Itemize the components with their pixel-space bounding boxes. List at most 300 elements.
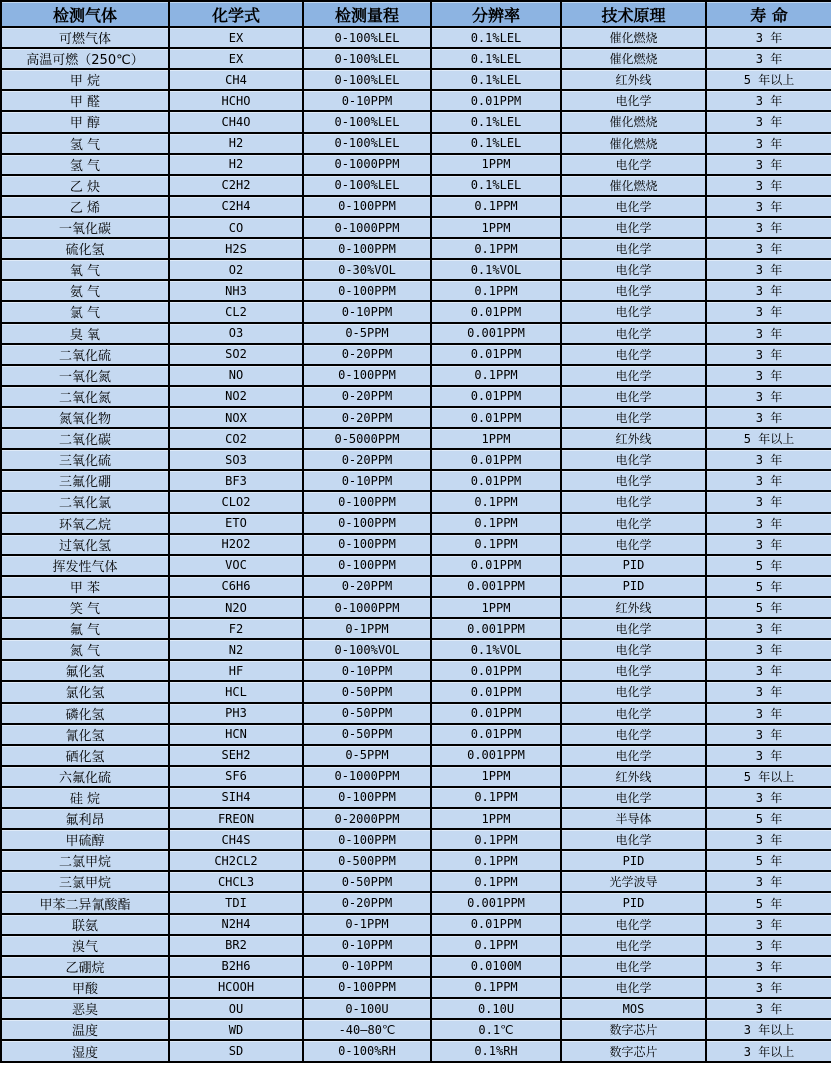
cell-range: 0-100%RH	[303, 1040, 431, 1062]
cell-resolution: 0.01PPM	[431, 914, 561, 935]
cell-principle: 催化燃烧	[561, 48, 706, 69]
cell-gas: 三氟化硼	[1, 470, 169, 491]
cell-formula: SEH2	[169, 745, 303, 766]
cell-resolution: 0.10U	[431, 998, 561, 1019]
cell-gas: 氮氧化物	[1, 407, 169, 428]
cell-principle: 红外线	[561, 69, 706, 90]
cell-lifespan: 3 年	[706, 217, 831, 238]
table-row	[1, 871, 831, 892]
cell-lifespan: 3 年	[706, 365, 831, 386]
cell-lifespan: 3 年	[706, 639, 831, 660]
cell-formula: NO2	[169, 386, 303, 407]
table-row	[1, 850, 831, 871]
cell-resolution: 0.1%LEL	[431, 175, 561, 196]
table-row	[1, 154, 831, 175]
cell-resolution: 0.01PPM	[431, 681, 561, 702]
table-row	[1, 196, 831, 217]
table-row	[1, 513, 831, 534]
cell-lifespan: 3 年	[706, 914, 831, 935]
cell-formula: BR2	[169, 935, 303, 956]
cell-lifespan: 5 年以上	[706, 69, 831, 90]
cell-principle: 电化学	[561, 724, 706, 745]
header-cell-resolution: 分辨率	[431, 1, 561, 27]
table-row	[1, 133, 831, 154]
cell-gas: 氢 气	[1, 154, 169, 175]
cell-formula: H2O2	[169, 534, 303, 555]
cell-gas: 氧 气	[1, 259, 169, 280]
cell-formula: CO	[169, 217, 303, 238]
table-row	[1, 344, 831, 365]
cell-gas: 一氧化碳	[1, 217, 169, 238]
cell-gas: 过氧化氢	[1, 534, 169, 555]
table-row	[1, 259, 831, 280]
cell-lifespan: 3 年	[706, 280, 831, 301]
cell-range: 0-100PPM	[303, 787, 431, 808]
cell-principle: 电化学	[561, 935, 706, 956]
cell-range: 0-10PPM	[303, 935, 431, 956]
table-row	[1, 90, 831, 111]
cell-lifespan: 3 年	[706, 829, 831, 850]
cell-resolution: 0.001PPM	[431, 745, 561, 766]
cell-range: 0-30%VOL	[303, 259, 431, 280]
cell-gas: 甲 烷	[1, 69, 169, 90]
cell-lifespan: 3 年	[706, 238, 831, 259]
cell-principle: 电化学	[561, 534, 706, 555]
cell-principle: 电化学	[561, 344, 706, 365]
cell-range: 0-20PPM	[303, 344, 431, 365]
cell-formula: CL2	[169, 301, 303, 322]
cell-formula: EX	[169, 48, 303, 69]
table-row	[1, 301, 831, 322]
cell-principle: 电化学	[561, 259, 706, 280]
cell-formula: SD	[169, 1040, 303, 1062]
header-cell-lifespan: 寿 命	[706, 1, 831, 27]
cell-principle: 电化学	[561, 280, 706, 301]
cell-formula: O2	[169, 259, 303, 280]
cell-gas: 溴气	[1, 935, 169, 956]
cell-lifespan: 3 年	[706, 871, 831, 892]
table-row	[1, 829, 831, 850]
cell-resolution: 0.001PPM	[431, 323, 561, 344]
table-row	[1, 407, 831, 428]
cell-resolution: 0.1%LEL	[431, 69, 561, 90]
cell-range: 0-50PPM	[303, 681, 431, 702]
cell-resolution: 0.1%LEL	[431, 27, 561, 48]
cell-resolution: 0.01PPM	[431, 301, 561, 322]
cell-lifespan: 3 年	[706, 301, 831, 322]
cell-lifespan: 5 年以上	[706, 766, 831, 787]
cell-range: 0-20PPM	[303, 407, 431, 428]
cell-principle: 红外线	[561, 766, 706, 787]
cell-formula: F2	[169, 618, 303, 639]
cell-formula: SO2	[169, 344, 303, 365]
table-row	[1, 914, 831, 935]
cell-gas: 乙 烯	[1, 196, 169, 217]
cell-range: 0-20PPM	[303, 449, 431, 470]
cell-formula: CH4	[169, 69, 303, 90]
cell-gas: 二氧化碳	[1, 428, 169, 449]
table-row	[1, 1040, 831, 1062]
cell-lifespan: 3 年	[706, 998, 831, 1019]
cell-resolution: 0.01PPM	[431, 660, 561, 681]
cell-formula: HF	[169, 660, 303, 681]
table-row	[1, 1019, 831, 1040]
cell-gas: 磷化氢	[1, 703, 169, 724]
cell-resolution: 0.01PPM	[431, 449, 561, 470]
cell-principle: 电化学	[561, 90, 706, 111]
cell-formula: N2	[169, 639, 303, 660]
cell-principle: 电化学	[561, 977, 706, 998]
cell-range: 0-1000PPM	[303, 597, 431, 618]
cell-resolution: 1PPM	[431, 154, 561, 175]
cell-principle: 电化学	[561, 407, 706, 428]
cell-range: 0-1PPM	[303, 914, 431, 935]
cell-lifespan: 3 年	[706, 48, 831, 69]
cell-principle: 电化学	[561, 365, 706, 386]
cell-range: 0-5000PPM	[303, 428, 431, 449]
cell-formula: O3	[169, 323, 303, 344]
cell-resolution: 1PPM	[431, 808, 561, 829]
cell-range: 0-100U	[303, 998, 431, 1019]
cell-principle: 电化学	[561, 154, 706, 175]
table-header-row	[1, 1, 831, 27]
table-row	[1, 386, 831, 407]
cell-principle: 电化学	[561, 660, 706, 681]
cell-gas: 甲酸	[1, 977, 169, 998]
cell-resolution: 0.1PPM	[431, 935, 561, 956]
cell-formula: CLO2	[169, 491, 303, 512]
cell-resolution: 0.001PPM	[431, 892, 561, 913]
cell-lifespan: 3 年	[706, 386, 831, 407]
cell-principle: 电化学	[561, 386, 706, 407]
table-row	[1, 69, 831, 90]
cell-gas: 乙 炔	[1, 175, 169, 196]
cell-gas: 甲硫醇	[1, 829, 169, 850]
cell-gas: 挥发性气体	[1, 555, 169, 576]
cell-resolution: 1PPM	[431, 217, 561, 238]
cell-gas: 二氯甲烷	[1, 850, 169, 871]
cell-principle: 催化燃烧	[561, 133, 706, 154]
cell-range: 0-1000PPM	[303, 154, 431, 175]
cell-principle: 电化学	[561, 639, 706, 660]
cell-principle: 电化学	[561, 301, 706, 322]
cell-lifespan: 3 年	[706, 259, 831, 280]
cell-range: 0-50PPM	[303, 724, 431, 745]
cell-principle: PID	[561, 576, 706, 597]
cell-formula: NOX	[169, 407, 303, 428]
cell-principle: 半导体	[561, 808, 706, 829]
header-cell-gas: 检测气体	[1, 1, 169, 27]
cell-principle: 红外线	[561, 597, 706, 618]
cell-gas: 联氨	[1, 914, 169, 935]
cell-gas: 高温可燃（250℃）	[1, 48, 169, 69]
cell-principle: PID	[561, 555, 706, 576]
cell-resolution: 0.1PPM	[431, 850, 561, 871]
cell-range: 0-10PPM	[303, 956, 431, 977]
table-row	[1, 639, 831, 660]
cell-range: 0-100PPM	[303, 555, 431, 576]
cell-formula: HCN	[169, 724, 303, 745]
cell-resolution: 0.1PPM	[431, 491, 561, 512]
cell-formula: HCL	[169, 681, 303, 702]
cell-range: 0-20PPM	[303, 386, 431, 407]
cell-resolution: 0.1%LEL	[431, 48, 561, 69]
cell-principle: 电化学	[561, 217, 706, 238]
cell-lifespan: 3 年	[706, 111, 831, 132]
cell-range: 0-50PPM	[303, 703, 431, 724]
cell-range: 0-2000PPM	[303, 808, 431, 829]
cell-resolution: 0.1%RH	[431, 1040, 561, 1062]
cell-gas: 甲 苯	[1, 576, 169, 597]
cell-formula: EX	[169, 27, 303, 48]
cell-range: 0-1000PPM	[303, 766, 431, 787]
cell-resolution: 0.01PPM	[431, 724, 561, 745]
cell-formula: SF6	[169, 766, 303, 787]
cell-range: 0-5PPM	[303, 323, 431, 344]
cell-principle: 电化学	[561, 196, 706, 217]
cell-formula: SO3	[169, 449, 303, 470]
cell-range: 0-100%LEL	[303, 69, 431, 90]
cell-range: 0-100%LEL	[303, 111, 431, 132]
cell-lifespan: 3 年	[706, 27, 831, 48]
cell-lifespan: 3 年	[706, 534, 831, 555]
cell-resolution: 0.1PPM	[431, 534, 561, 555]
table-row	[1, 892, 831, 913]
table-row	[1, 280, 831, 301]
cell-principle: 电化学	[561, 513, 706, 534]
cell-gas: 氰化氢	[1, 724, 169, 745]
table-row	[1, 766, 831, 787]
cell-range: 0-100PPM	[303, 238, 431, 259]
cell-lifespan: 3 年以上	[706, 1040, 831, 1062]
cell-gas: 氯 气	[1, 301, 169, 322]
cell-gas: 氯化氢	[1, 681, 169, 702]
cell-lifespan: 3 年	[706, 449, 831, 470]
cell-lifespan: 3 年	[706, 470, 831, 491]
cell-formula: B2H6	[169, 956, 303, 977]
cell-principle: 光学波导	[561, 871, 706, 892]
cell-gas: 氨 气	[1, 280, 169, 301]
cell-lifespan: 3 年	[706, 323, 831, 344]
cell-range: 0-10PPM	[303, 660, 431, 681]
cell-gas: 三氧化硫	[1, 449, 169, 470]
cell-principle: 电化学	[561, 681, 706, 702]
table-row	[1, 428, 831, 449]
cell-principle: 红外线	[561, 428, 706, 449]
table-row	[1, 217, 831, 238]
cell-lifespan: 3 年	[706, 133, 831, 154]
cell-lifespan: 3 年	[706, 154, 831, 175]
table-row	[1, 555, 831, 576]
cell-gas: 硅 烷	[1, 787, 169, 808]
cell-formula: C6H6	[169, 576, 303, 597]
header-cell-formula: 化学式	[169, 1, 303, 27]
cell-principle: 电化学	[561, 491, 706, 512]
cell-lifespan: 3 年	[706, 618, 831, 639]
cell-resolution: 0.01PPM	[431, 344, 561, 365]
cell-resolution: 0.1PPM	[431, 829, 561, 850]
cell-range: 0-50PPM	[303, 871, 431, 892]
cell-range: 0-500PPM	[303, 850, 431, 871]
cell-principle: 电化学	[561, 829, 706, 850]
cell-principle: 电化学	[561, 956, 706, 977]
table-row	[1, 808, 831, 829]
cell-resolution: 1PPM	[431, 597, 561, 618]
cell-principle: PID	[561, 892, 706, 913]
cell-formula: CH4S	[169, 829, 303, 850]
cell-lifespan: 3 年	[706, 175, 831, 196]
cell-formula: TDI	[169, 892, 303, 913]
cell-range: 0-20PPM	[303, 576, 431, 597]
cell-lifespan: 5 年	[706, 597, 831, 618]
table-row	[1, 175, 831, 196]
cell-range: 0-100%VOL	[303, 639, 431, 660]
cell-lifespan: 3 年	[706, 407, 831, 428]
cell-resolution: 0.1PPM	[431, 238, 561, 259]
cell-lifespan: 5 年	[706, 808, 831, 829]
cell-resolution: 0.0100M	[431, 956, 561, 977]
table-row	[1, 618, 831, 639]
table-row	[1, 470, 831, 491]
cell-resolution: 0.1℃	[431, 1019, 561, 1040]
table-row	[1, 576, 831, 597]
header-cell-range: 检测量程	[303, 1, 431, 27]
cell-principle: 数字芯片	[561, 1040, 706, 1062]
table-row	[1, 365, 831, 386]
cell-principle: 电化学	[561, 238, 706, 259]
cell-formula: C2H2	[169, 175, 303, 196]
cell-gas: 硫化氢	[1, 238, 169, 259]
cell-formula: HCOOH	[169, 977, 303, 998]
cell-formula: NO	[169, 365, 303, 386]
cell-lifespan: 3 年	[706, 977, 831, 998]
cell-lifespan: 3 年	[706, 703, 831, 724]
cell-lifespan: 3 年	[706, 196, 831, 217]
cell-range: 0-10PPM	[303, 470, 431, 491]
cell-resolution: 0.1%VOL	[431, 259, 561, 280]
cell-resolution: 0.001PPM	[431, 576, 561, 597]
cell-lifespan: 5 年	[706, 576, 831, 597]
cell-formula: NH3	[169, 280, 303, 301]
cell-principle: 电化学	[561, 323, 706, 344]
table-row	[1, 745, 831, 766]
cell-gas: 氢 气	[1, 133, 169, 154]
table-row	[1, 323, 831, 344]
cell-resolution: 0.1%LEL	[431, 133, 561, 154]
table-body	[1, 27, 831, 1062]
cell-range: 0-100%LEL	[303, 133, 431, 154]
cell-principle: 催化燃烧	[561, 27, 706, 48]
cell-lifespan: 3 年以上	[706, 1019, 831, 1040]
cell-range: -40—80℃	[303, 1019, 431, 1040]
cell-formula: BF3	[169, 470, 303, 491]
cell-principle: 电化学	[561, 787, 706, 808]
cell-formula: H2	[169, 133, 303, 154]
cell-gas: 氮 气	[1, 639, 169, 660]
cell-principle: PID	[561, 850, 706, 871]
cell-resolution: 1PPM	[431, 766, 561, 787]
cell-gas: 环氧乙烷	[1, 513, 169, 534]
table-row	[1, 681, 831, 702]
cell-lifespan: 3 年	[706, 745, 831, 766]
cell-range: 0-10PPM	[303, 301, 431, 322]
cell-gas: 恶臭	[1, 998, 169, 1019]
cell-formula: PH3	[169, 703, 303, 724]
cell-gas: 笑 气	[1, 597, 169, 618]
table-row	[1, 27, 831, 48]
cell-principle: 数字芯片	[561, 1019, 706, 1040]
cell-formula: N2H4	[169, 914, 303, 935]
cell-resolution: 0.1PPM	[431, 787, 561, 808]
cell-resolution: 0.1PPM	[431, 365, 561, 386]
cell-formula: VOC	[169, 555, 303, 576]
cell-gas: 六氟化硫	[1, 766, 169, 787]
table-row	[1, 703, 831, 724]
cell-resolution: 0.01PPM	[431, 386, 561, 407]
cell-range: 0-5PPM	[303, 745, 431, 766]
cell-formula: HCHO	[169, 90, 303, 111]
cell-formula: WD	[169, 1019, 303, 1040]
cell-gas: 氟 气	[1, 618, 169, 639]
cell-range: 0-100PPM	[303, 280, 431, 301]
cell-gas: 甲苯二异氰酸酯	[1, 892, 169, 913]
cell-formula: CH4O	[169, 111, 303, 132]
cell-range: 0-100PPM	[303, 491, 431, 512]
cell-gas: 二氧化氯	[1, 491, 169, 512]
cell-principle: 电化学	[561, 470, 706, 491]
cell-resolution: 0.1PPM	[431, 513, 561, 534]
table-row	[1, 449, 831, 470]
cell-formula: SIH4	[169, 787, 303, 808]
cell-lifespan: 5 年	[706, 850, 831, 871]
table-row	[1, 977, 831, 998]
cell-gas: 二氧化硫	[1, 344, 169, 365]
cell-range: 0-20PPM	[303, 892, 431, 913]
table-row	[1, 534, 831, 555]
cell-principle: 催化燃烧	[561, 111, 706, 132]
cell-resolution: 0.001PPM	[431, 618, 561, 639]
table-row	[1, 111, 831, 132]
cell-lifespan: 5 年	[706, 555, 831, 576]
cell-gas: 乙硼烷	[1, 956, 169, 977]
cell-gas: 氟化氢	[1, 660, 169, 681]
cell-resolution: 0.1PPM	[431, 977, 561, 998]
cell-principle: 电化学	[561, 745, 706, 766]
cell-formula: N2O	[169, 597, 303, 618]
table-row	[1, 787, 831, 808]
cell-lifespan: 3 年	[706, 513, 831, 534]
cell-resolution: 0.1PPM	[431, 196, 561, 217]
cell-gas: 氟利昂	[1, 808, 169, 829]
cell-resolution: 0.1%LEL	[431, 111, 561, 132]
cell-range: 0-10PPM	[303, 90, 431, 111]
table-row	[1, 48, 831, 69]
cell-lifespan: 3 年	[706, 724, 831, 745]
cell-formula: CH2CL2	[169, 850, 303, 871]
header-cell-principle: 技术原理	[561, 1, 706, 27]
cell-range: 0-100%LEL	[303, 48, 431, 69]
cell-gas: 甲 醇	[1, 111, 169, 132]
cell-resolution: 0.01PPM	[431, 703, 561, 724]
cell-gas: 硒化氢	[1, 745, 169, 766]
cell-principle: 电化学	[561, 914, 706, 935]
cell-principle: 催化燃烧	[561, 175, 706, 196]
cell-lifespan: 5 年以上	[706, 428, 831, 449]
table-row	[1, 491, 831, 512]
cell-gas: 臭 氧	[1, 323, 169, 344]
cell-range: 0-100%LEL	[303, 27, 431, 48]
cell-gas: 三氯甲烷	[1, 871, 169, 892]
